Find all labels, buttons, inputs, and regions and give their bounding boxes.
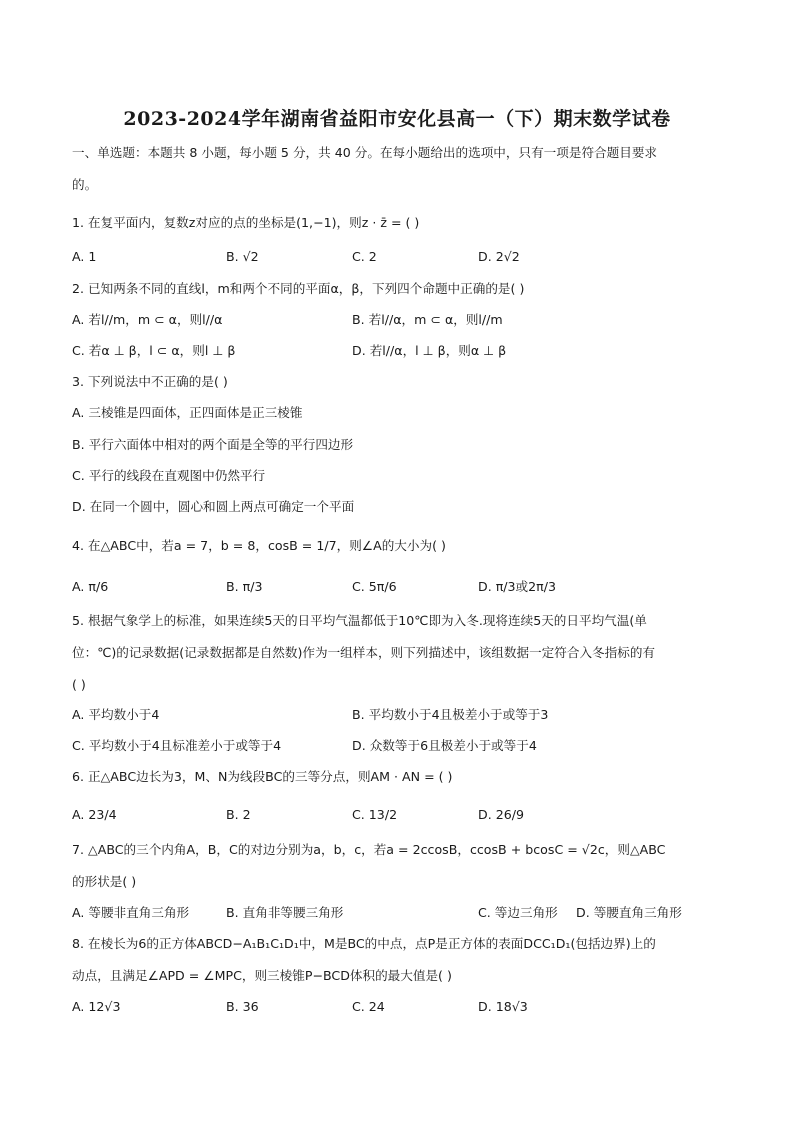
question-5-option-a: A. 平均数小于4	[72, 707, 160, 722]
question-4-stem: 4. 在△ABC中，若a = 7，b = 8，cosB = 1/7，则∠A的大小为( )	[72, 538, 446, 553]
question-4-option-d: D. π/3或2π/3	[478, 579, 556, 594]
question-7-option-d: D. 等腰直角三角形	[576, 905, 682, 920]
question-5-stem-line3: ( )	[72, 677, 86, 692]
question-3-option-d: D. 在同一个圆中，圆心和圆上两点可确定一个平面	[72, 499, 355, 514]
question-4-option-c: C. 5π/6	[352, 579, 397, 594]
question-6-option-c: C. 13/2	[352, 807, 398, 822]
question-3-option-b: B. 平行六面体中相对的两个面是全等的平行四边形	[72, 437, 354, 452]
question-2-option-b: B. 若l//α，m ⊂ α，则l//m	[352, 312, 503, 327]
question-8-option-d: D. 18√3	[478, 999, 528, 1014]
question-6-option-d: D. 26/9	[478, 807, 524, 822]
question-2-option-a: A. 若l//m，m ⊂ α，则l//α	[72, 312, 223, 327]
question-1-stem: 1. 在复平面内，复数z对应的点的坐标是(1,−1)，则z · z̄ = ( )	[72, 215, 420, 230]
question-8-option-b: B. 36	[226, 999, 259, 1014]
question-2-option-c: C. 若α ⊥ β，l ⊂ α，则l ⊥ β	[72, 343, 236, 358]
section-instruction-line2: 的。	[72, 177, 98, 192]
question-2-option-d: D. 若l//α，l ⊥ β，则α ⊥ β	[352, 343, 507, 358]
question-7-option-c: C. 等边三角形	[478, 905, 558, 920]
question-8-option-a: A. 12√3	[72, 999, 121, 1014]
question-7-option-a: A. 等腰非直角三角形	[72, 905, 190, 920]
question-4-option-a: A. π/6	[72, 579, 109, 594]
question-6-stem: 6. 正△ABC边长为3，M、N为线段BC的三等分点，则AM · AN = ( )	[72, 769, 453, 784]
question-7-stem-line1: 7. △ABC的三个内角A，B，C的对边分别为a，b，c，若a = 2ccosB，ccosB + bcosC = √2c，则△ABC	[72, 842, 666, 857]
question-5-option-b: B. 平均数小于4且极差小于或等于3	[352, 707, 549, 722]
question-1-option-c: C. 2	[352, 249, 377, 264]
question-3-stem: 3. 下列说法中不正确的是( )	[72, 374, 228, 389]
question-1-option-a: A. 1	[72, 249, 97, 264]
question-8-option-c: C. 24	[352, 999, 385, 1014]
question-8-stem-line1: 8. 在棱长为6的正方体ABCD−A₁B₁C₁D₁中，M是BC的中点，点P是正方体的表面DCC₁D₁(包括边界)上的	[72, 936, 656, 951]
question-7-option-b: B. 直角非等腰三角形	[226, 905, 344, 920]
question-5-option-c: C. 平均数小于4且标准差小于或等于4	[72, 738, 282, 753]
question-4-option-b: B. π/3	[226, 579, 263, 594]
page-title: 2023-2024学年湖南省益阳市安化县高一（下）期末数学试卷	[123, 108, 671, 130]
question-6-option-b: B. 2	[226, 807, 251, 822]
question-5-stem-line1: 5. 根据气象学上的标准，如果连续5天的日平均气温都低于10℃即为入冬.现将连续5天的日平均气温(单	[72, 613, 647, 628]
question-5-stem-line2: 位：℃)的记录数据(记录数据都是自然数)作为一组样本，则下列描述中，该组数据一定符合入冬指标的有	[72, 645, 656, 660]
question-7-stem-line2: 的形状是( )	[72, 874, 137, 889]
question-5-option-d: D. 众数等于6且极差小于或等于4	[352, 738, 537, 753]
question-3-option-a: A. 三棱锥是四面体，正四面体是正三棱锥	[72, 405, 303, 420]
question-1-option-d: D. 2√2	[478, 249, 520, 264]
question-8-stem-line2: 动点，且满足∠APD = ∠MPC，则三棱锥P−BCD体积的最大值是( )	[72, 968, 452, 983]
question-1-option-b: B. √2	[226, 249, 259, 264]
question-2-stem: 2. 已知两条不同的直线l，m和两个不同的平面α，β，下列四个命题中正确的是( )	[72, 281, 525, 296]
section-instruction-line1: 一、单选题：本题共 8 小题，每小题 5 分，共 40 分。在每小题给出的选项中，只有一项是符合题目要求	[72, 145, 658, 160]
question-3-option-c: C. 平行的线段在直观图中仍然平行	[72, 468, 266, 483]
question-6-option-a: A. 23/4	[72, 807, 117, 822]
